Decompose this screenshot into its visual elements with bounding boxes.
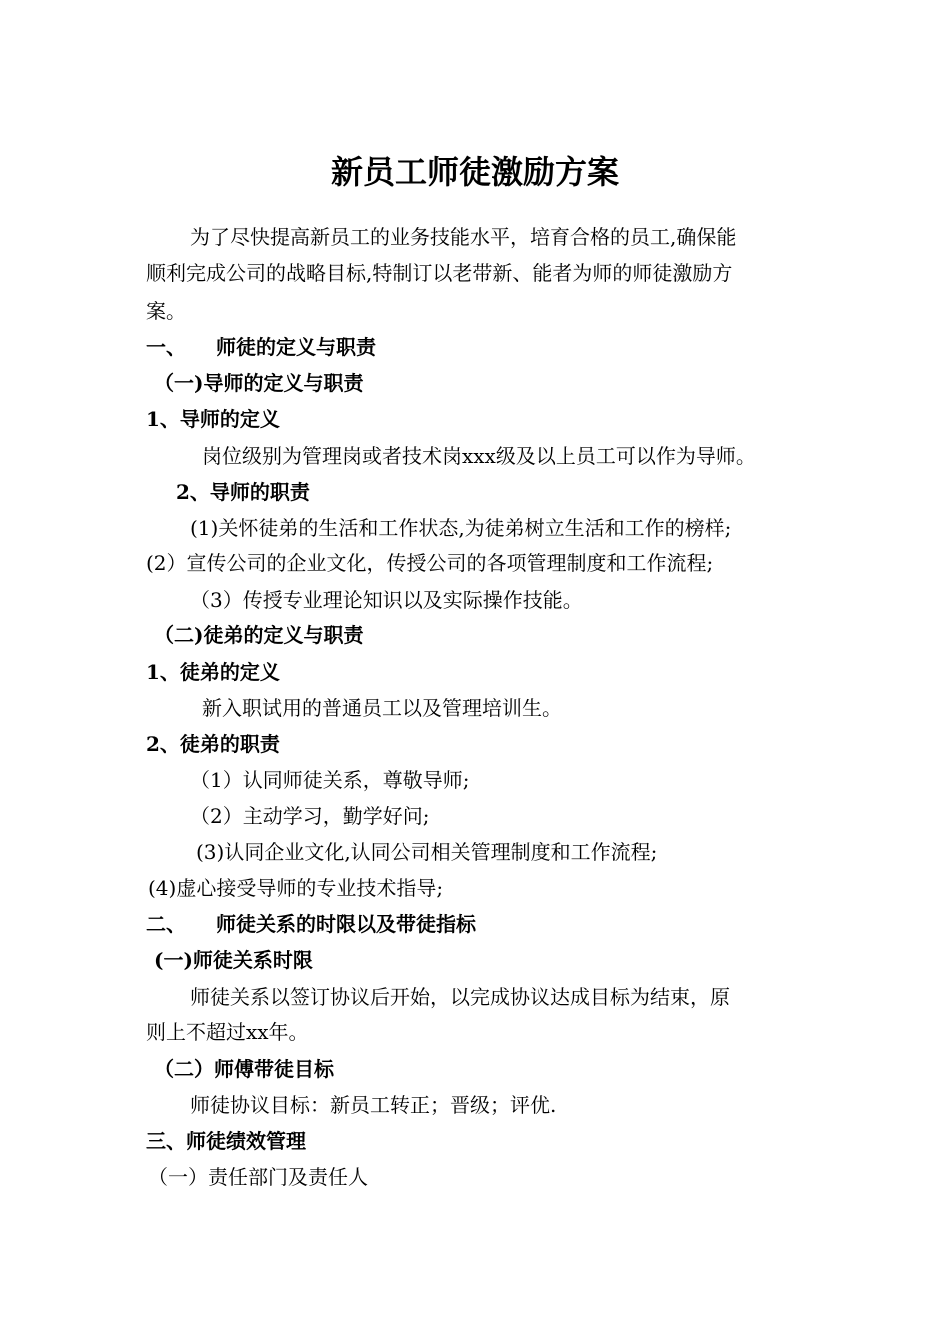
mentor-duty-3: （3）传授专业理论知识以及实际操作技能。 [190,588,583,612]
document-title: 新员工师徒激励方案 [330,153,619,191]
section-2a-heading: (一)师徒关系时限 [154,948,313,972]
apprentice-duty-4: (4)虚心接受导师的专业技术指导; [148,876,444,900]
intro-line-1: 为了尽快提高新员工的业务技能水平，培育合格的员工,确保能 [190,225,737,249]
apprentice-definition: 新入职试用的普通员工以及管理培训生。 [202,696,562,720]
section-1a1-heading: 1、导师的定义 [146,407,280,431]
section-1a-heading: （一)导师的定义与职责 [154,371,364,395]
section-2-number: 二、 [146,912,186,936]
mentor-duty-2: (2）宣传公司的企业文化，传授公司的各项管理制度和工作流程; [146,551,714,575]
apprentice-duty-2: （2）主动学习，勤学好问; [190,804,430,828]
apprentice-duty-1: （1）认同师徒关系，尊敬导师; [190,768,470,792]
section-1-heading [146,334,376,360]
section-1b2-heading: 2、徒弟的职责 [146,732,280,756]
section-1b1-heading: 1、徒弟的定义 [146,660,280,684]
mentoring-goals: 师徒协议目标：新员工转正；晋级；评优. [190,1093,557,1117]
relationship-term-line-1: 师徒关系以签订协议后开始，以完成协议达成目标为结束，原 [190,985,730,1009]
mentor-definition: 岗位级别为管理岗或者技术岗xxx级及以上员工可以作为导师。 [202,444,756,468]
section-2b-heading: （二）师傅带徒目标 [154,1057,334,1081]
section-1a2-heading: 2、导师的职责 [176,480,310,504]
section-3a-heading: （一）责任部门及责任人 [148,1165,368,1189]
mentor-duty-1: (1)关怀徒弟的生活和工作状态,为徒弟树立生活和工作的榜样; [190,516,732,540]
section-1-number: 一、 [146,335,186,359]
intro-line-3: 案。 [146,299,186,323]
section-2-heading [146,911,476,937]
section-1b-heading: （二)徒弟的定义与职责 [154,623,364,647]
intro-line-2: 顺利完成公司的战略目标,特制订以老带新、能者为师的师徒激励方 [146,261,733,285]
section-1-text: 师徒的定义与职责 [216,335,376,359]
relationship-term-line-2: 则上不超过xx年。 [146,1020,309,1044]
section-3-heading: 三、师徒绩效管理 [146,1129,306,1153]
section-2-text: 师徒关系的时限以及带徒指标 [216,912,476,936]
apprentice-duty-3: (3)认同企业文化,认同公司相关管理制度和工作流程; [196,840,658,864]
